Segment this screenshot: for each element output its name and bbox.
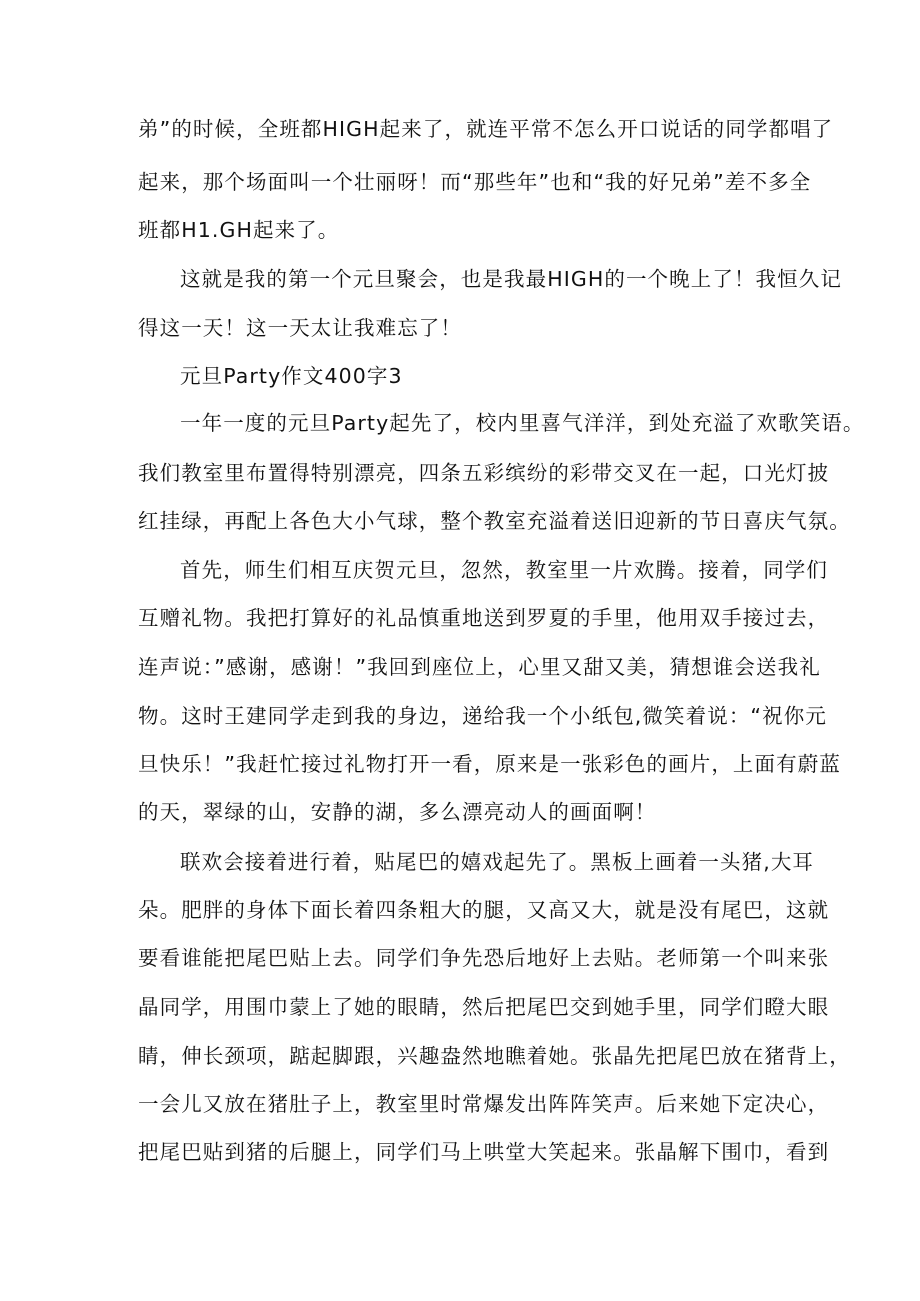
text-line: 起来，那个场面叫一个壮丽呀！而“那些年”也和“我的好兄弟”差不多全 [138, 170, 812, 194]
text-line: 红挂绿，再配上各色大小气球，整个教室充溢着送旧迎新的节日喜庆气氛。 [138, 509, 851, 533]
text-line: 一年一度的元旦Party起先了，校内里喜气洋洋，到处充溢了欢歌笑语。 [180, 411, 865, 435]
text-line: 首先，师生们相互庆贺元旦，忽然，教室里一片欢腾。接着，同学们 [180, 558, 828, 582]
text-line: 我们教室里布置得特别漂亮，四条五彩缤纷的彩带交叉在一起，口光灯披 [138, 461, 830, 485]
text-line: 把尾巴贴到猪的后腿上，同学们马上哄堂大笑起来。张晶解下围巾，看到 [138, 1140, 830, 1164]
text-line: 旦快乐！”我赶忙接过礼物打开一看，原来是一张彩色的画片，上面有蔚蓝 [138, 752, 841, 776]
text-line: 得这一天！这一天太让我难忘了！ [138, 316, 462, 340]
text-line: 睛，伸长颈项，踮起脚跟，兴趣盎然地瞧着她。张晶先把尾巴放在猪背上， [138, 1044, 851, 1068]
text-line: 朵。肥胖的身体下面长着四条粗大的腿，又高又大，就是没有尾巴，这就 [138, 898, 830, 922]
text-line: 要看谁能把尾巴贴上去。同学们争先恐后地好上去贴。老师第一个叫来张 [138, 946, 830, 970]
text-line: 连声说：”感谢，感谢！”我回到座位上，心里又甜又美，猜想谁会送我礼 [138, 655, 821, 679]
text-line: 弟”的时候，全班都HIGH起来了，就连平常不怎么开口说话的同学都唱了 [138, 117, 834, 141]
section-heading: 元旦Party作文400字3 [180, 364, 403, 388]
text-line: 的天，翠绿的山，安静的湖，多么漂亮动人的画面啊！ [138, 800, 657, 824]
text-line: 联欢会接着进行着，贴尾巴的嬉戏起先了。黑板上画着一头猪,大耳 [180, 850, 815, 874]
text-line: 晶同学，用围巾蒙上了她的眼睛，然后把尾巴交到她手里，同学们瞪大眼 [138, 995, 830, 1019]
text-line: 班都H1.GH起来了。 [138, 218, 340, 242]
text-line: 一会儿又放在猪肚子上，教室里时常爆发出阵阵笑声。后来她下定决心， [138, 1092, 830, 1116]
text-line: 互赠礼物。我把打算好的礼品慎重地送到罗夏的手里，他用双手接过去， [138, 606, 830, 630]
text-line: 这就是我的第一个元旦聚会，也是我最HIGH的一个晚上了！我恒久记 [180, 267, 842, 291]
text-line: 物。这时王建同学走到我的身边，递给我一个小纸包,微笑着说：“祝你元 [138, 704, 827, 728]
